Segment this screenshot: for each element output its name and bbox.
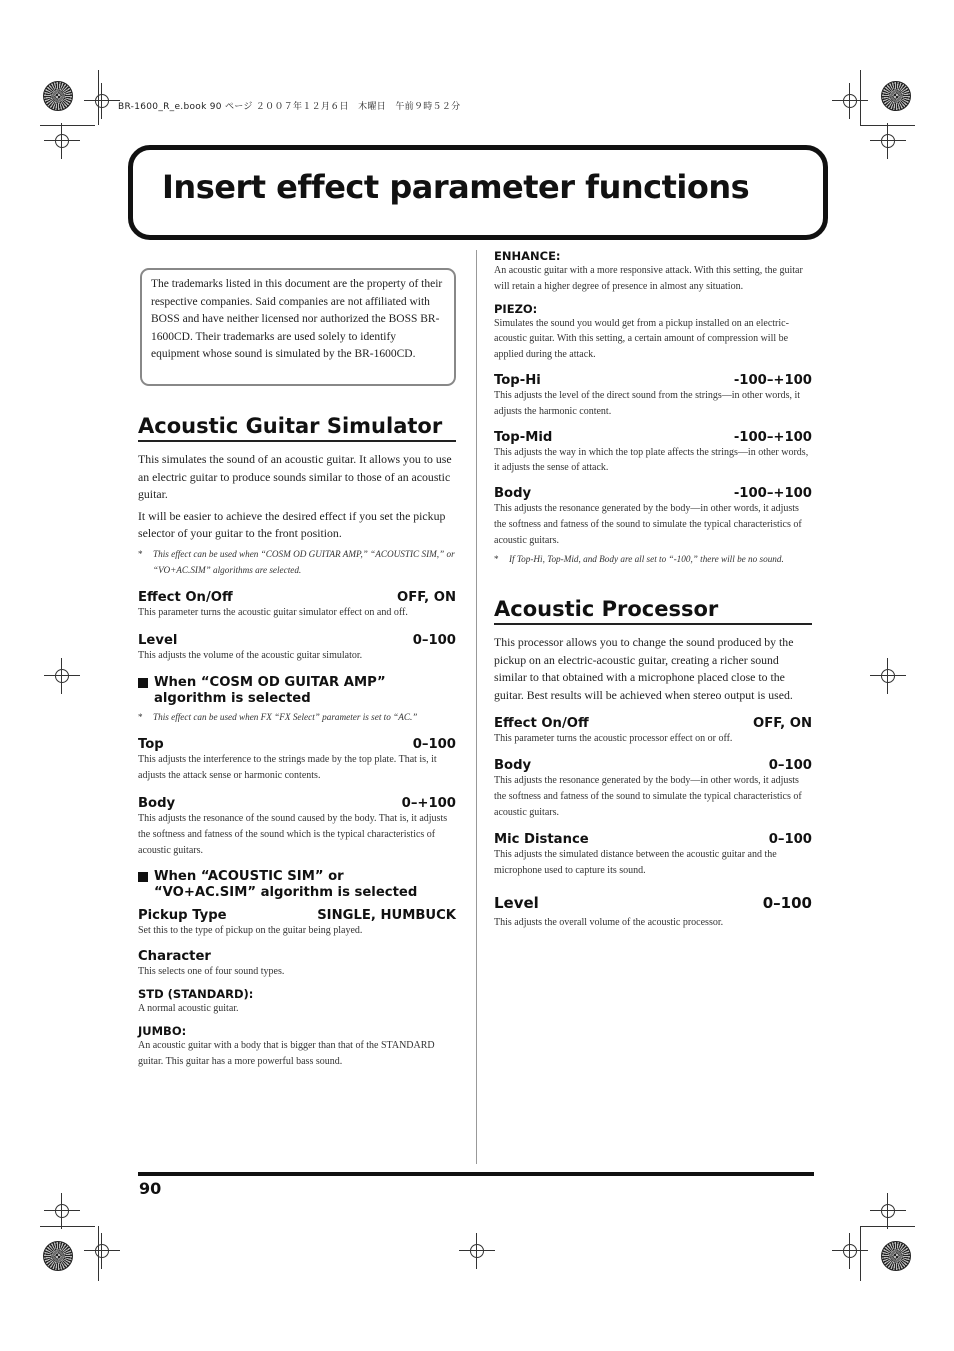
param-range: 0–100 bbox=[768, 831, 812, 847]
file-info: BR-1600_R_e.book 90 ページ ２００７年１２月６日 木曜日 午前９時５２分 bbox=[118, 102, 461, 112]
crosshair-icon bbox=[832, 1233, 868, 1269]
option-description: An acoustic guitar with a body that is bigger than that of the STANDARD guitar. This guitar has a more powerful bass sound. bbox=[138, 1039, 435, 1067]
param-top-mid bbox=[494, 430, 812, 445]
crop-line bbox=[860, 1226, 861, 1281]
param-body bbox=[138, 796, 456, 811]
registration-star-icon bbox=[43, 1241, 73, 1271]
param-mic-distance bbox=[494, 832, 812, 847]
param-body bbox=[494, 758, 812, 773]
footnote: * If Top-Hi, Top-Mid, and Body are all set to “-100,” there will be no sound. bbox=[494, 552, 812, 568]
param-level bbox=[494, 894, 812, 912]
param-range: OFF, ON bbox=[753, 715, 812, 731]
intro-paragraph: This simulates the sound of an acoustic guitar. It allows you to use an electric guitar to produce sounds similar to those of an acoustic guitar. bbox=[138, 452, 452, 502]
param-effect-onoff bbox=[494, 716, 812, 731]
crop-line bbox=[860, 70, 861, 125]
param-description: This selects one of four sound types. bbox=[138, 966, 285, 978]
crosshair-icon bbox=[84, 83, 120, 119]
param-name: Character bbox=[138, 949, 211, 965]
param-top-hi bbox=[494, 373, 812, 388]
right-column bbox=[494, 249, 812, 931]
crop-line bbox=[860, 1226, 915, 1227]
param-description: This adjusts the way in which the top plate affects the strings—in other words, it adjusts the sense of attack. bbox=[494, 446, 809, 474]
column-divider bbox=[476, 250, 477, 1164]
param-description: This adjusts the resonance generated by the body—in other words, it adjusts the softness and fatness of the sound to simulate the typical characteristics of acoustic guitars. bbox=[494, 503, 802, 546]
trademark-note: The trademarks listed in this document are the property of their respective companies. Said companies are not affiliated with BOSS and have neither licensed nor authorized the BOSS BR-1600CD. Their trademarks are used solely to identify equipment whose sound is simulated by the BR-1600CD. bbox=[140, 268, 456, 386]
subsection-heading-cosm: When “COSM OD GUITAR AMP” algorithm is selected bbox=[138, 675, 414, 707]
param-description: This adjusts the volume of the acoustic guitar simulator. bbox=[138, 649, 363, 661]
option-description: Simulates the sound you would get from a pickup installed on an electric-acoustic guitar. With this setting, a certain amount of compression will be applied during the attack. bbox=[494, 317, 789, 361]
param-name: Body bbox=[138, 795, 176, 811]
param-range: SINGLE, HUMBUCK bbox=[317, 908, 456, 924]
param-name: Top bbox=[138, 737, 164, 753]
param-description: This parameter turns the acoustic guitar simulator effect on and off. bbox=[138, 607, 408, 619]
param-body bbox=[494, 486, 812, 501]
param-name: Effect On/Off bbox=[494, 715, 589, 731]
crosshair-icon bbox=[44, 658, 80, 694]
crosshair-icon bbox=[44, 1193, 80, 1229]
crosshair-icon bbox=[44, 123, 80, 159]
crop-line bbox=[860, 125, 915, 126]
registration-star-icon bbox=[881, 1241, 911, 1271]
param-pickup-type bbox=[138, 908, 456, 923]
left-column bbox=[138, 414, 456, 1069]
option-enhance: ENHANCE: bbox=[494, 249, 561, 263]
param-description: This adjusts the level of the direct sound from the strings—in other words, it adjusts the harmonic content. bbox=[494, 389, 801, 417]
param-name: Level bbox=[494, 894, 539, 913]
param-description: This adjusts the interference to the strings made by the top plate. That is, it adjusts the attack sense or harmonic contents. bbox=[138, 754, 437, 782]
intro-paragraph: It will be easier to achieve the desired effect if you set the pickup selector of your guitar to the front position. bbox=[138, 508, 446, 541]
crop-line bbox=[40, 125, 95, 126]
param-name: Mic Distance bbox=[494, 831, 589, 847]
crop-line bbox=[40, 1226, 95, 1227]
intro-paragraph: This processor allows you to change the sound produced by the pickup on an electric-acoustic guitar, creating a richer sound similar to that obtained with a microphone placed close to the guitar. Best results will be achieved when stereo output is used. bbox=[494, 635, 794, 702]
option-description: An acoustic guitar with a more responsive attack. With this setting, the guitar will retain a higher degree of presence in almost any situation. bbox=[494, 265, 803, 292]
option-jumbo: JUMBO: bbox=[138, 1023, 187, 1038]
param-effect-onoff bbox=[138, 590, 456, 605]
param-description: This adjusts the resonance generated by the body—in other words, it adjusts the softness and fatness of the sound to simulate the typical characteristics of acoustic guitars. bbox=[494, 775, 802, 818]
crosshair-icon bbox=[870, 1193, 906, 1229]
param-range: OFF, ON bbox=[397, 590, 456, 606]
param-range: 0–100 bbox=[412, 632, 456, 648]
param-description: This adjusts the simulated distance between the acoustic guitar and the microphone used to capture its sound. bbox=[494, 848, 777, 876]
page-number: 90 bbox=[139, 1179, 162, 1198]
param-description: This adjusts the resonance of the sound caused by the body. That is, it adjusts the softness and fatness of the sound which is the typical characteristics of acoustic guitars. bbox=[138, 812, 448, 856]
footer-rule bbox=[138, 1172, 814, 1176]
param-range: -100–+100 bbox=[733, 372, 812, 388]
section-heading-acoustic-guitar-simulator: Acoustic Guitar Simulator bbox=[138, 414, 456, 442]
registration-star-icon bbox=[43, 81, 73, 111]
crosshair-icon bbox=[84, 1233, 120, 1269]
param-range: 0–+100 bbox=[401, 795, 456, 811]
footnote: * This effect can be used when FX “FX Select” parameter is set to “AC.” bbox=[138, 710, 456, 726]
crop-line bbox=[98, 70, 99, 125]
param-name: Body bbox=[494, 486, 532, 502]
crosshair-icon bbox=[870, 123, 906, 159]
param-description: This parameter turns the acoustic processor effect on or off. bbox=[494, 732, 733, 744]
param-range: -100–+100 bbox=[733, 429, 812, 445]
param-name: Pickup Type bbox=[138, 908, 227, 924]
crosshair-icon bbox=[459, 1233, 495, 1269]
param-range: -100–+100 bbox=[733, 486, 812, 502]
param-character bbox=[138, 949, 456, 964]
param-range: 0–100 bbox=[762, 894, 812, 913]
crop-line bbox=[98, 1226, 99, 1281]
param-name: Level bbox=[138, 632, 178, 648]
param-name: Top-Mid bbox=[494, 429, 553, 445]
param-name: Top-Hi bbox=[494, 372, 541, 388]
crosshair-icon bbox=[832, 83, 868, 119]
registration-star-icon bbox=[881, 81, 911, 111]
subsection-heading-acoustic-sim: When “ACOUSTIC SIM” or “VO+AC.SIM” algorithm is selected bbox=[138, 869, 439, 901]
option-piezo: PIEZO: bbox=[494, 301, 538, 316]
option-description: A normal acoustic guitar. bbox=[138, 1002, 239, 1014]
param-top bbox=[138, 737, 456, 752]
footnote: * This effect can be used when “COSM OD GUITAR AMP,” “ACOUSTIC SIM,” or “VO+AC.SIM” algorithms are selected. bbox=[138, 547, 456, 578]
crosshair-icon bbox=[870, 658, 906, 694]
param-name: Body bbox=[494, 758, 532, 774]
option-std: STD (STANDARD): bbox=[138, 986, 254, 1001]
param-range: 0–100 bbox=[768, 758, 812, 774]
param-level bbox=[138, 633, 456, 648]
param-description: Set this to the type of pickup on the guitar being played. bbox=[138, 925, 363, 937]
page-title: Insert effect parameter functions bbox=[162, 168, 750, 206]
param-name: Effect On/Off bbox=[138, 590, 233, 606]
param-description: This adjusts the overall volume of the acoustic processor. bbox=[494, 917, 724, 929]
param-range: 0–100 bbox=[412, 737, 456, 753]
section-heading-acoustic-processor: Acoustic Processor bbox=[494, 597, 812, 625]
